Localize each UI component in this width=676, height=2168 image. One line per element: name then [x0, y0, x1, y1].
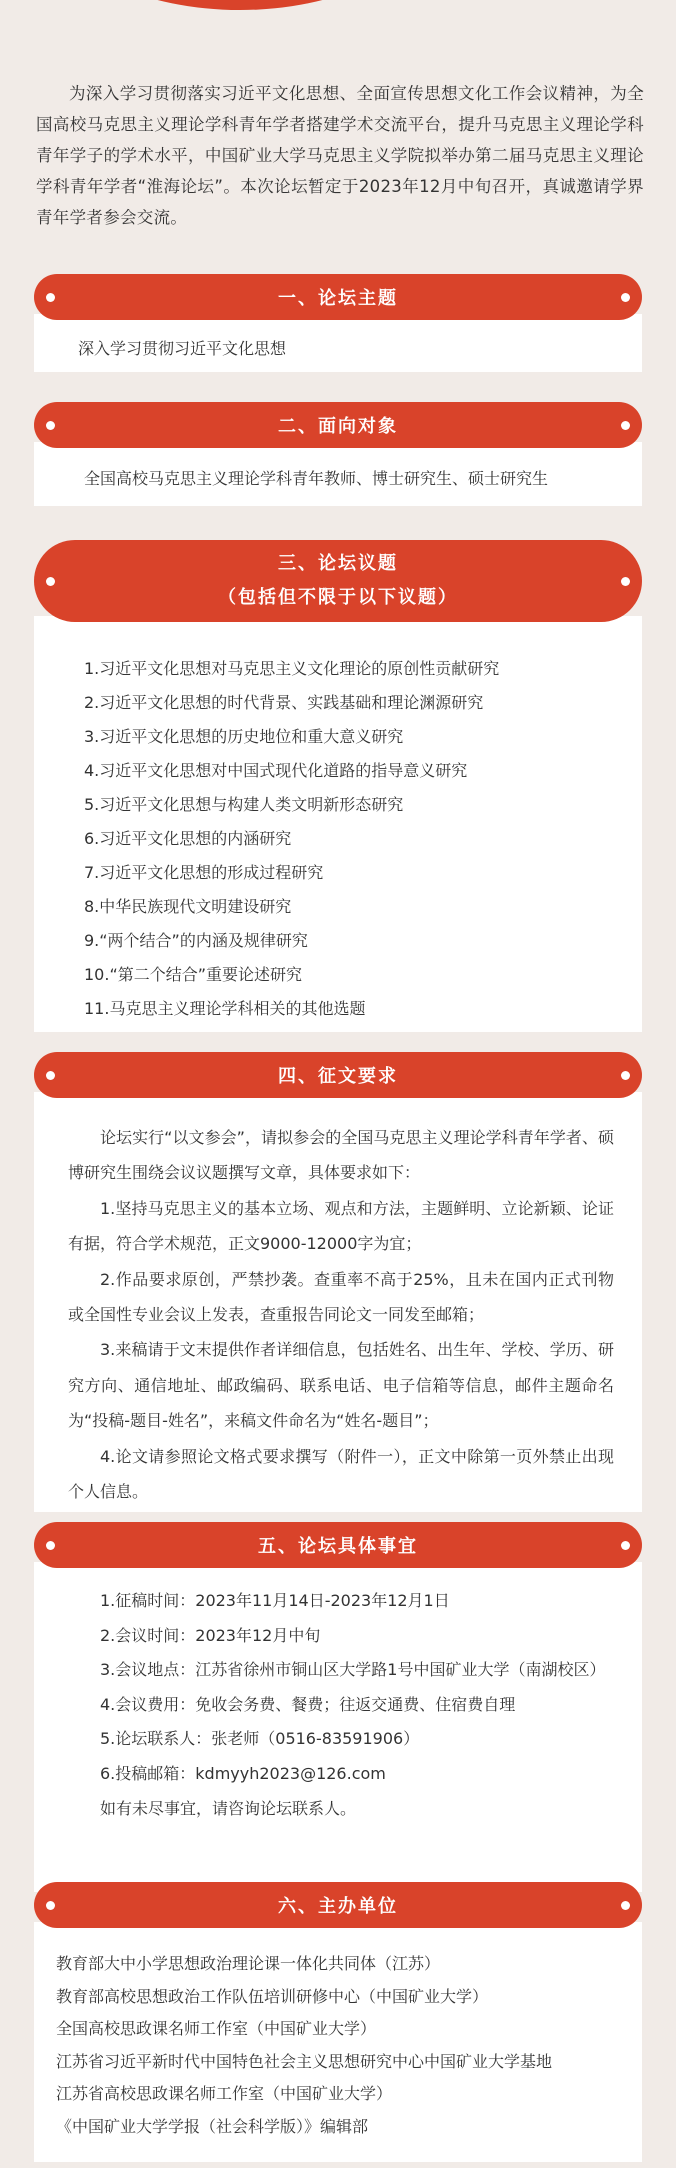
detail-item: 2.会议时间：2023年12月中旬 [100, 1625, 321, 1645]
section-theme-card [34, 314, 642, 372]
section-details [34, 1522, 642, 1892]
section-topics-card [34, 616, 642, 1032]
section-topics-header [34, 540, 642, 622]
section-requirements-title: 四、征文要求 [278, 1066, 398, 1087]
section-audience-title: 二、面向对象 [278, 416, 398, 437]
detail-item: 1.征稿时间：2023年11月14日-2023年12月1日 [100, 1591, 450, 1610]
topic-item: 6.习近平文化思想的内涵研究 [84, 829, 292, 848]
section-audience-header [34, 402, 642, 448]
organizer-item: 全国高校思政课名师工作室（中国矿业大学） [56, 2019, 377, 2038]
organizer-item: 江苏省高校思政课名师工作室（中国矿业大学） [56, 2084, 393, 2103]
theme-content: 深入学习贯彻习近平文化思想 [78, 339, 287, 358]
section-topics-subtitle: （包括但不限于以下议题） [218, 587, 458, 608]
audience-content: 全国高校马克思主义理论学科青年教师、博士研究生、硕士研究生 [84, 469, 549, 488]
section-audience [34, 402, 642, 506]
topic-item: 10.“第二个结合”重要论述研究 [84, 965, 303, 984]
requirement-item: 3.来稿请于文末提供作者详细信息，包括姓名、出生年、学校、学历、研究方向、通信地址、邮政编码、联系电话、电子信箱等信息，邮件主题命名为“投稿-题目-姓名”，来稿文件命名为“姓名-题目”； [68, 1340, 614, 1431]
top-decorative-arc [60, 0, 420, 10]
section-details-header [34, 1522, 642, 1568]
topic-item: 7.习近平文化思想的形成过程研究 [84, 863, 324, 882]
intro-paragraph: 为深入学习贯彻落实习近平文化思想、全面宣传思想文化工作会议精神，为全国高校马克思主义理论学科青年学者搭建学术交流平台，提升马克思主义理论学科青年学子的学术水平，中国矿业大学马克思主义学院拟举办第二届马克思主义理论学科青年学者“淮海论坛”。本次论坛暂定于2023年12月中旬召开，真诚邀请学界青年学者参会交流。 [36, 84, 644, 227]
section-topics-title: 三、论坛议题 [278, 553, 398, 574]
requirement-item: 4.论文请参照论文格式要求撰写（附件一），正文中除第一页外禁止出现个人信息。 [68, 1446, 614, 1502]
topic-item: 11.马克思主义理论学科相关的其他选题 [84, 999, 366, 1018]
detail-item: 5.论坛联系人：张老师（0516-83591906） [100, 1729, 420, 1749]
section-details-card [34, 1562, 642, 1892]
section-details-title: 五、论坛具体事宜 [258, 1536, 418, 1557]
detail-item-email: 6.投稿邮箱：kdmyyh2023@126.com [100, 1763, 386, 1783]
section-organizers-header [34, 1882, 642, 1928]
organizer-item: 教育部大中小学思想政治理论课一体化共同体（江苏） [56, 1954, 441, 1973]
topic-item: 9.“两个结合”的内涵及规律研究 [84, 931, 308, 950]
topic-item: 3.习近平文化思想的历史地位和重大意义研究 [84, 727, 404, 746]
topic-item: 8.中华民族现代文明建设研究 [84, 897, 292, 916]
section-organizers-card [34, 1922, 642, 2162]
details-note: 如有未尽事宜，请咨询论坛联系人。 [100, 1798, 357, 1818]
section-requirements-header [34, 1052, 642, 1098]
section-theme-header [34, 274, 642, 320]
requirements-intro: 论坛实行“以文参会”，请拟参会的全国马克思主义理论学科青年学者、硕博研究生围绕会议议题撰写文章，具体要求如下： [68, 1128, 614, 1183]
section-topics [34, 540, 642, 1032]
detail-item: 3.会议地点：江苏省徐州市铜山区大学路1号中国矿业大学（南湖校区） [100, 1660, 606, 1680]
section-theme-title: 一、论坛主题 [278, 288, 398, 309]
requirement-item: 1.坚持马克思主义的基本立场、观点和方法，主题鲜明、立论新颖、论证有据，符合学术规范，正文9000-12000字为宜； [68, 1198, 614, 1254]
section-organizers-title: 六、主办单位 [278, 1896, 398, 1917]
section-organizers [34, 1882, 642, 2162]
organizer-item: 江苏省习近平新时代中国特色社会主义思想研究中心中国矿业大学基地 [56, 2051, 553, 2071]
section-requirements-card [34, 1092, 642, 1512]
topic-item: 1.习近平文化思想对马克思主义文化理论的原创性贡献研究 [84, 659, 500, 678]
organizer-item: 教育部高校思想政治工作队伍培训研修中心（中国矿业大学） [56, 1986, 489, 2006]
organizer-item: 《中国矿业大学学报（社会科学版）》编辑部 [56, 2116, 369, 2136]
requirement-item: 2.作品要求原创，严禁抄袭。查重率不高于25%，且未在国内正式刊物或全国性专业会议上发表，查重报告同论文一同发至邮箱； [68, 1269, 614, 1325]
topic-item: 4.习近平文化思想对中国式现代化道路的指导意义研究 [84, 761, 468, 780]
section-requirements [34, 1052, 642, 1512]
detail-item: 4.会议费用：免收会务费、餐费；往返交通费、住宿费自理 [100, 1694, 516, 1714]
section-theme [34, 274, 642, 372]
section-audience-card [34, 442, 642, 506]
topic-item: 2.习近平文化思想的时代背景、实践基础和理论渊源研究 [84, 693, 484, 712]
topic-item: 5.习近平文化思想与构建人类文明新形态研究 [84, 795, 404, 814]
